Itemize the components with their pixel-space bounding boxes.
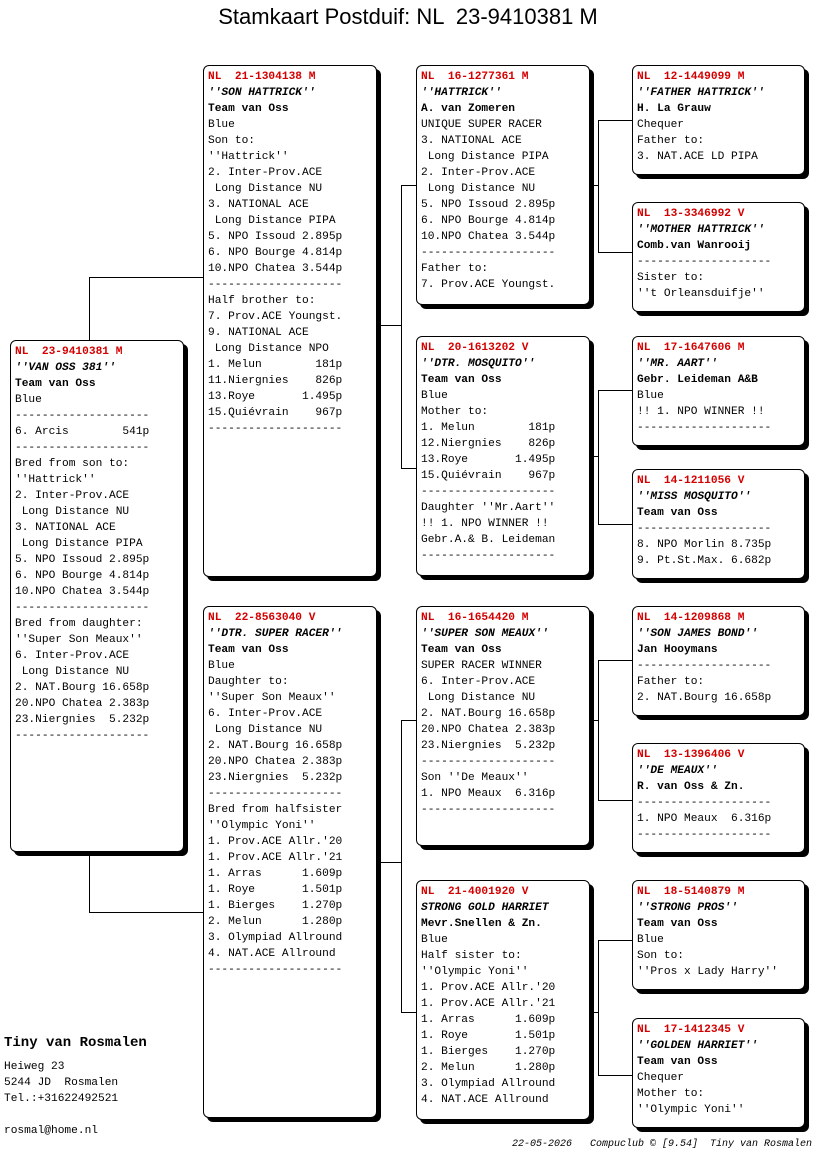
pedigree-line: 2. NAT.Bourg 16.658p	[208, 740, 343, 752]
pedigree-line: UNIQUE SUPER RACER	[421, 119, 542, 131]
pedigree-line: 1. Roye 1.501p	[421, 1030, 556, 1042]
pedigree-line: Long Distance NU	[208, 724, 323, 736]
connector-line	[401, 185, 402, 468]
ring-number: NL 16-1277361 M	[421, 71, 529, 83]
pedigree-line: Half sister to:	[421, 950, 522, 962]
pedigree-line: --------------------	[421, 550, 556, 562]
connector-line	[598, 800, 634, 801]
pedigree-line: 6. NPO Bourge 4.814p	[421, 215, 556, 227]
pedigree-line: 2. Melun 1.280p	[421, 1062, 556, 1074]
pedigree-line: 1. NPO Meaux 6.316p	[637, 813, 772, 825]
breeder-name: Gebr. Leideman A&B	[637, 374, 758, 386]
pedigree-line: 20.NPO Chatea 2.383p	[15, 698, 150, 710]
pedigree-line: Chequer	[637, 119, 684, 131]
pedigree-line: 23.Niergnies 5.232p	[208, 772, 343, 784]
breeder-name: A. van Zomeren	[421, 103, 515, 115]
ring-number: NL 13-1396406 V	[637, 749, 745, 761]
pedigree-line: !! 1. NPO WINNER !!	[637, 406, 765, 418]
pigeon-card-fff	[632, 65, 805, 175]
pedigree-line: 6. Arcis 541p	[15, 426, 150, 438]
pedigree-line: 20.NPO Chatea 2.383p	[208, 756, 343, 768]
ring-number: NL 21-4001920 V	[421, 886, 529, 898]
pigeon-card-father	[203, 65, 377, 577]
ring-number: NL 21-1304138 M	[208, 71, 316, 83]
pedigree-line: 3. NATIONAL ACE	[208, 199, 309, 211]
owner-city: 5244 JD Rosmalen	[4, 1077, 119, 1089]
pedigree-line: ''Olympic Yoni''	[637, 1104, 745, 1116]
pedigree-line: 5. NPO Issoud 2.895p	[15, 554, 150, 566]
pigeon-name: ''FATHER HATTRICK''	[637, 87, 765, 99]
pedigree-line: 2. Inter-Prov.ACE	[208, 167, 323, 179]
pedigree-line: Long Distance NU	[15, 666, 130, 678]
pigeon-name: ''DTR. MOSQUITO''	[421, 358, 536, 370]
connector-line	[598, 390, 634, 391]
pigeon-card-mmm	[632, 1018, 805, 1128]
breeder-name: Team van Oss	[208, 103, 289, 115]
pedigree-line: Father to:	[637, 676, 705, 688]
pedigree-line: 10.NPO Chatea 3.544p	[15, 586, 150, 598]
pedigree-line: ''Hattrick''	[15, 474, 96, 486]
pedigree-line: 1. NPO Meaux 6.316p	[421, 788, 556, 800]
owner-name: Tiny van Rosmalen	[4, 1035, 147, 1051]
connector-line	[590, 720, 598, 721]
pedigree-line: 7. Prov.ACE Youngst.	[421, 279, 556, 291]
pedigree-line: 8. NPO Morlin 8.735p	[637, 539, 772, 551]
pedigree-line: 6. Inter-Prov.ACE	[421, 676, 536, 688]
pedigree-line: 3. Olympiad Allround	[208, 932, 343, 944]
owner-phone: Tel.:+31622492521	[4, 1093, 119, 1105]
pedigree-line: 2. NAT.Bourg 16.658p	[637, 692, 772, 704]
connector-line	[401, 720, 402, 1012]
pedigree-line: Long Distance PIPA	[421, 151, 549, 163]
pigeon-card-father-father	[416, 65, 590, 305]
pedigree-line: !! 1. NPO WINNER !!	[421, 518, 549, 530]
pedigree-line: --------------------	[421, 247, 556, 259]
pedigree-line: 5. NPO Issoud 2.895p	[208, 231, 343, 243]
pedigree-line: 1. Prov.ACE Allr.'21	[208, 852, 343, 864]
pedigree-line: Long Distance NPO	[208, 343, 329, 355]
pedigree-line: --------------------	[15, 602, 150, 614]
ring-number: NL 14-1209868 M	[637, 612, 745, 624]
pedigree-line: Father to:	[637, 135, 705, 147]
owner-info	[4, 1035, 147, 1139]
connector-line	[598, 120, 634, 121]
pedigree-line: 10.NPO Chatea 3.544p	[208, 263, 343, 275]
pedigree-line: --------------------	[15, 730, 150, 742]
pigeon-card-father-mother	[416, 336, 590, 576]
connector-line	[598, 120, 599, 252]
pedigree-line: Son to:	[637, 950, 684, 962]
pedigree-line: Bred from halfsister	[208, 804, 343, 816]
owner-street: Heiweg 23	[4, 1061, 65, 1073]
pedigree-line: 6. Inter-Prov.ACE	[208, 708, 323, 720]
pedigree-line: ''Hattrick''	[208, 151, 289, 163]
pigeon-card-fmf	[632, 336, 805, 446]
pigeon-name: ''MR. AART''	[637, 358, 718, 370]
pedigree-line: 6. NPO Bourge 4.814p	[208, 247, 343, 259]
pedigree-line: --------------------	[637, 829, 772, 841]
pigeon-name: ''VAN OSS 381''	[15, 362, 116, 374]
breeder-name: Team van Oss	[637, 918, 718, 930]
pedigree-line: --------------------	[208, 964, 343, 976]
breeder-name: H. La Grauw	[637, 103, 711, 115]
connector-line	[598, 940, 599, 1075]
pedigree-line: Father to:	[421, 263, 489, 275]
pedigree-line: --------------------	[637, 523, 772, 535]
pigeon-name: STRONG GOLD HARRIET	[421, 902, 549, 914]
pedigree-line: Blue	[421, 934, 448, 946]
pedigree-line: Daughter to:	[208, 676, 289, 688]
pigeon-name: ''SUPER SON MEAUX''	[421, 628, 549, 640]
ring-number: NL 23-9410381 M	[15, 346, 123, 358]
breeder-name: Team van Oss	[208, 644, 289, 656]
pedigree-line: Long Distance NU	[421, 183, 536, 195]
pedigree-line: ''Super Son Meaux''	[208, 692, 336, 704]
pedigree-line: 15.Quiévrain 967p	[421, 470, 556, 482]
pedigree-line: 3. NATIONAL ACE	[421, 135, 522, 147]
connector-line	[377, 325, 401, 326]
pedigree-line: 6. NPO Bourge 4.814p	[15, 570, 150, 582]
pedigree-line: Mother to:	[637, 1088, 705, 1100]
pedigree-line: Long Distance PIPA	[15, 538, 143, 550]
pedigree-line: Chequer	[637, 1072, 684, 1084]
breeder-name: Team van Oss	[421, 374, 502, 386]
pedigree-line: 3. NAT.ACE LD PIPA	[637, 151, 758, 163]
pigeon-card-mother-father	[416, 606, 590, 846]
pedigree-line: Long Distance NU	[421, 692, 536, 704]
pedigree-line: Sister to:	[637, 272, 705, 284]
pedigree-line: 23.Niergnies 5.232p	[421, 740, 556, 752]
pedigree-line: Half brother to:	[208, 295, 316, 307]
page-title: Stamkaart Postduif: NL 23-9410381 M	[218, 4, 598, 29]
pedigree-line: --------------------	[208, 279, 343, 291]
pedigree-line: 4. NAT.ACE Allround	[208, 948, 336, 960]
pedigree-line: --------------------	[637, 422, 772, 434]
pedigree-line: 2. Inter-Prov.ACE	[421, 167, 536, 179]
breeder-name: Jan Hooymans	[637, 644, 718, 656]
pigeon-card-mother	[203, 606, 377, 1118]
pedigree-line: --------------------	[421, 804, 556, 816]
connector-line	[590, 456, 598, 457]
pedigree-line: 3. NATIONAL ACE	[15, 522, 116, 534]
pedigree-line: --------------------	[637, 660, 772, 672]
pedigree-line: 1. Prov.ACE Allr.'21	[421, 998, 556, 1010]
pedigree-line: Long Distance NU	[15, 506, 130, 518]
connector-line	[89, 852, 90, 912]
pedigree-line: Blue	[421, 390, 448, 402]
pigeon-name: ''GOLDEN HARRIET''	[637, 1040, 758, 1052]
pedigree-line: --------------------	[208, 788, 343, 800]
connector-line	[89, 277, 90, 340]
breeder-name: Team van Oss	[637, 507, 718, 519]
pedigree-line: 1. Bierges 1.270p	[208, 900, 343, 912]
ring-number: NL 14-1211056 V	[637, 475, 745, 487]
pedigree-line: 1. Melun 181p	[421, 422, 556, 434]
pedigree-line: --------------------	[15, 410, 150, 422]
pedigree-line: 5. NPO Issoud 2.895p	[421, 199, 556, 211]
connector-line	[598, 660, 599, 800]
pedigree-line: 2. Inter-Prov.ACE	[15, 490, 130, 502]
pedigree-line: 4. NAT.ACE Allround	[421, 1094, 549, 1106]
owner-email: rosmal@home.nl	[4, 1125, 98, 1137]
pedigree-line: ''Olympic Yoni''	[208, 820, 316, 832]
connector-line	[598, 390, 599, 524]
connector-line	[598, 1075, 634, 1076]
pedigree-line: 2. NAT.Bourg 16.658p	[15, 682, 150, 694]
connector-line	[590, 185, 598, 186]
pedigree-line: Blue	[637, 934, 664, 946]
pedigree-line: Blue	[208, 119, 235, 131]
pigeon-card-subject	[10, 340, 184, 852]
pedigree-line: 2. Melun 1.280p	[208, 916, 343, 928]
pedigree-line: 10.NPO Chatea 3.544p	[421, 231, 556, 243]
ring-number: NL 17-1412345 V	[637, 1024, 745, 1036]
pedigree-line: 1. Roye 1.501p	[208, 884, 343, 896]
breeder-name: R. van Oss & Zn.	[637, 781, 745, 793]
pedigree-line: 23.Niergnies 5.232p	[15, 714, 150, 726]
pedigree-line: SUPER RACER WINNER	[421, 660, 542, 672]
pedigree-line: Bred from daughter:	[15, 618, 143, 630]
pedigree-line: --------------------	[637, 256, 772, 268]
pedigree-line: 11.Niergnies 826p	[208, 375, 343, 387]
pigeon-name: ''SON HATTRICK''	[208, 87, 316, 99]
pedigree-line: --------------------	[208, 423, 343, 435]
pedigree-line: Son to:	[208, 135, 255, 147]
breeder-name: Team van Oss	[421, 644, 502, 656]
pedigree-line: 9. NATIONAL ACE	[208, 327, 309, 339]
pedigree-line: Blue	[15, 394, 42, 406]
connector-line	[598, 524, 634, 525]
pedigree-line: 1. Melun 181p	[208, 359, 343, 371]
connector-line	[598, 940, 634, 941]
pedigree-line: Blue	[208, 660, 235, 672]
connector-line	[89, 912, 205, 913]
footer-credits: 22-05-2026 Compuclub © [9.54] Tiny van Rosmalen	[511, 1139, 812, 1150]
pedigree-line: 1. Prov.ACE Allr.'20	[208, 836, 343, 848]
pedigree-line: 1. Prov.ACE Allr.'20	[421, 982, 556, 994]
pigeon-card-mmf	[632, 880, 805, 990]
pedigree-line: 9. Pt.St.Max. 6.682p	[637, 555, 772, 567]
ring-number: NL 13-3346992 V	[637, 208, 745, 220]
pedigree-line: 20.NPO Chatea 2.383p	[421, 724, 556, 736]
pedigree-line: ''Super Son Meaux''	[15, 634, 143, 646]
pedigree-line: 1. Arras 1.609p	[208, 868, 343, 880]
pedigree-line: 1. Arras 1.609p	[421, 1014, 556, 1026]
pigeon-name: ''DTR. SUPER RACER''	[208, 628, 343, 640]
pedigree-line: 13.Roye 1.495p	[208, 391, 343, 403]
ring-number: NL 17-1647606 M	[637, 342, 745, 354]
pedigree-line: Long Distance PIPA	[208, 215, 336, 227]
pedigree-line: 2. NAT.Bourg 16.658p	[421, 708, 556, 720]
ring-number: NL 18-5140879 M	[637, 886, 745, 898]
pigeon-card-ffm	[632, 202, 805, 312]
pigeon-name: ''MOTHER HATTRICK''	[637, 224, 765, 236]
connector-line	[598, 252, 634, 253]
ring-number: NL 12-1449099 M	[637, 71, 745, 83]
pedigree-line: 15.Quiévrain 967p	[208, 407, 343, 419]
pigeon-card-mff	[632, 606, 805, 716]
pedigree-line: Long Distance NU	[208, 183, 323, 195]
pedigree-line: 13.Roye 1.495p	[421, 454, 556, 466]
connector-line	[590, 1012, 598, 1013]
pedigree-line: 1. Bierges 1.270p	[421, 1046, 556, 1058]
connector-line	[598, 660, 634, 661]
connector-line	[89, 277, 205, 278]
pedigree-line: 12.Niergnies 826p	[421, 438, 556, 450]
pedigree-line: Gebr.A.& B. Leideman	[421, 534, 556, 546]
pedigree-line: ''Olympic Yoni''	[421, 966, 529, 978]
pedigree-line: Mother to:	[421, 406, 489, 418]
connector-line	[377, 862, 401, 863]
pedigree-line: --------------------	[421, 486, 556, 498]
pigeon-name: ''SON JAMES BOND''	[637, 628, 758, 640]
pedigree-line: Bred from son to:	[15, 458, 130, 470]
pigeon-card-fmm	[632, 469, 805, 579]
pigeon-name: ''DE MEAUX''	[637, 765, 718, 777]
pigeon-name: ''MISS MOSQUITO''	[637, 491, 752, 503]
pedigree-line: ''t Orleansduifje''	[637, 288, 765, 300]
breeder-name: Team van Oss	[15, 378, 96, 390]
pedigree-line: --------------------	[15, 442, 150, 454]
ring-number: NL 22-8563040 V	[208, 612, 316, 624]
pedigree-line: Blue	[637, 390, 664, 402]
pedigree-line: 7. Prov.ACE Youngst.	[208, 311, 343, 323]
ring-number: NL 20-1613202 V	[421, 342, 529, 354]
pedigree-line: ''Pros x Lady Harry''	[637, 966, 778, 978]
pedigree-line: 6. Inter-Prov.ACE	[15, 650, 130, 662]
pigeon-name: ''STRONG PROS''	[637, 902, 738, 914]
ring-number: NL 16-1654420 M	[421, 612, 529, 624]
pigeon-card-mfm	[632, 743, 805, 853]
pedigree-line: --------------------	[637, 797, 772, 809]
breeder-name: Team van Oss	[637, 1056, 718, 1068]
pedigree-line: --------------------	[421, 756, 556, 768]
pigeon-name: ''HATTRICK''	[421, 87, 502, 99]
breeder-name: Comb.van Wanrooij	[637, 240, 752, 252]
pigeon-card-mother-mother	[416, 880, 590, 1120]
pedigree-line: Daughter ''Mr.Aart''	[421, 502, 556, 514]
pedigree-line: 3. Olympiad Allround	[421, 1078, 556, 1090]
pedigree-line: Son ''De Meaux''	[421, 772, 529, 784]
breeder-name: Mevr.Snellen & Zn.	[421, 918, 542, 930]
